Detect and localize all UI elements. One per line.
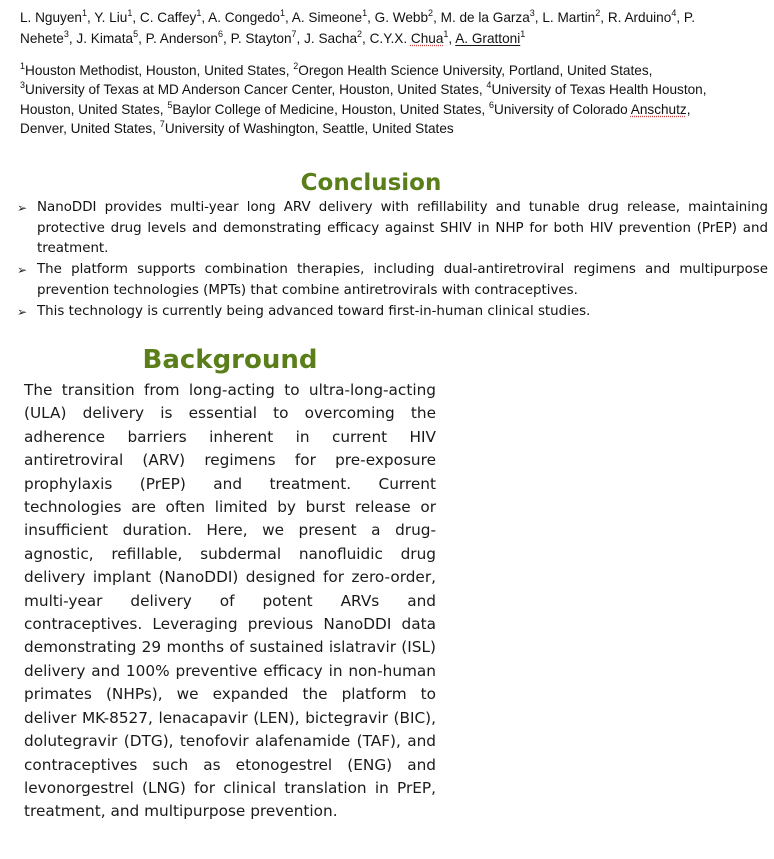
conclusion-heading: Conclusion: [300, 170, 442, 196]
affiliation: $^7$University of Washington, Seattle, United States: [159, 118, 454, 136]
author: M. de la Garza$^3$: [440, 8, 535, 25]
author: A. Congedo$^1$: [208, 8, 285, 25]
affiliation: $^1$Houston Methodist, Houston, United States,: [20, 61, 294, 78]
author: P. Anderson$^6$: [145, 29, 223, 46]
conclusion-bullet: ➢ This technology is currently being advanced toward first-in-human clinical studies.: [16, 302, 768, 323]
author: J. Sacha$^2$: [304, 29, 363, 46]
author: C.Y.X. Chua$^1$: [369, 29, 449, 46]
affiliation-list: [20, 61, 720, 138]
arrow-bullet-icon: ➢: [17, 201, 28, 215]
arrow-bullet-icon: ➢: [17, 304, 28, 319]
author: R. Arduino$^4$: [607, 8, 677, 25]
affiliation: $^4$University of Texas Health Houston, Houston, United States,: [20, 80, 707, 117]
author: J. Kimata$^5$: [76, 29, 139, 46]
conclusion-list: [16, 198, 768, 322]
author: L. Nguyen$^1$: [20, 8, 87, 25]
affiliation: $^2$Oregon Health Science University, Portland, United States,: [293, 61, 653, 78]
author: L. Martin$^2$: [542, 8, 601, 25]
author: G. Webb$^2$: [374, 8, 434, 25]
author: P. Stayton$^7$: [230, 29, 297, 46]
presenting-author: A. Grattoni$^1$: [455, 29, 526, 46]
affiliation: $^6$University of Colorado Anschutz, Denver, United States,: [20, 99, 691, 136]
spellcheck-marked-word: Anschutz: [630, 101, 687, 117]
conclusion-bullet: ➢ The platform supports combination therapies, including dual-antiretroviral regimens and multipurpose prevention technologies (MPTs) that combine antiretrovirals with contraceptives.: [17, 262, 768, 298]
conclusion-bullet: ➢ NanoDDI provides multi-year long ARV delivery with refillability and tunable drug release, maintaining protective drug levels and demonstrating efficacy against SHIV in NHP for both HIV prevention (PrEP) and treatment.: [17, 200, 768, 257]
affiliation: $^5$Baylor College of Medicine, Houston, United States,: [167, 99, 489, 117]
arrow-bullet-icon: ➢: [17, 263, 28, 278]
author: C. Caffey$^1$: [139, 8, 202, 25]
background-heading: Background: [142, 345, 318, 375]
author: P. Nehete$^3$: [20, 10, 695, 46]
affiliation: $^3$University of Texas at MD Anderson Cancer Center, Houston, United States,: [20, 80, 487, 98]
author-list: L. Nguyen$^1$, Y. Liu$^1$, C. Caffey$^1$, A. Congedo$^1$, A. Simeone$^1$, G. Webb$^2$, M. de la Garza$^3$, L. Martin$^2$, R. Arduino$^4$, P. Nehete$^3$, J. Kimata$^5$, P. Anderson$^6$, P. Stayton$^7$, J. Sacha$^2$, C.Y.X. Chua$^1$, A. Grattoni$^1$: [20, 8, 695, 46]
author: Y. Liu$^1$: [94, 8, 133, 25]
spellcheck-marked-word: Chua: [410, 31, 444, 46]
author: A. Simeone$^1$: [291, 8, 368, 25]
background-paragraph: The transition from long-acting to ultra-long-acting (ULA) delivery is essential to overcoming the adherence barriers inherent in current HIV antiretroviral (ARV) regimens for pre-exposure prophylaxis (PrEP) and treatment. Current technologies are often limited by burst release or insufficient duration. Here, we present a drug-agnostic, refillable, subdermal nanofluidic drug delivery implant (NanoDDI) designed for zero-order, multi-year delivery of potent ARVs and contraceptives. Leveraging previous NanoDDI data demonstrating 29 months of sustained islatravir (ISL) delivery and 100% preventive efficacy in non-human primates (NHPs), we expanded the platform to deliver MK-8527, lenacapavir (LEN), bictegravir (BIC), dolutegravir (DTG), tenofovir alafenamide (TAF), and contraceptives such as etonogestrel (ENG) and levonorgestrel (LNG) for clinical translation in PrEP, treatment, and multipurpose prevention.: [24, 381, 436, 821]
